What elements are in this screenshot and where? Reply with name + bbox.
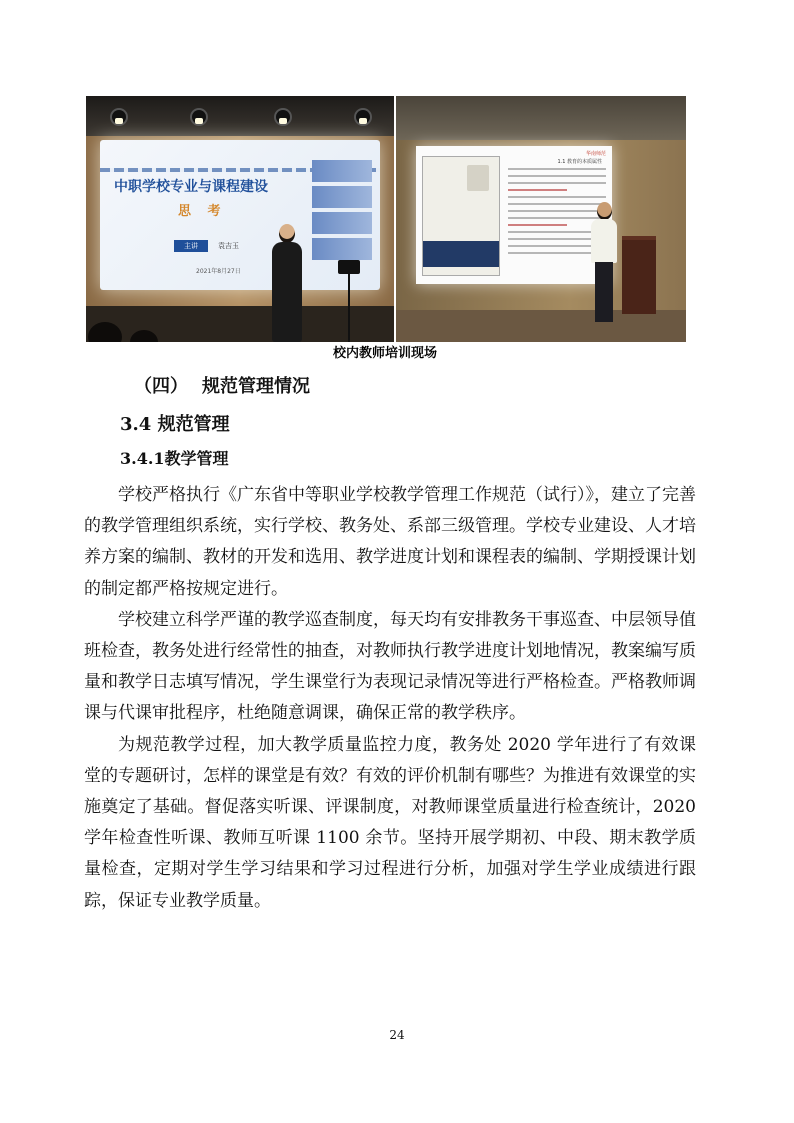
- podium: [622, 236, 656, 314]
- slide-brand: 华南师范: [585, 151, 606, 157]
- book-band: [423, 241, 499, 267]
- ceiling-light-icon: [112, 110, 126, 124]
- subsection-title: 规范管理: [157, 414, 230, 435]
- ceiling: [396, 96, 686, 140]
- body-text: [84, 480, 696, 917]
- section-title: 规范管理情况: [202, 376, 310, 397]
- ceiling: [86, 96, 394, 136]
- slide-heading: 1.1 教育的本质属性: [557, 159, 602, 165]
- slide-title: 中职学校专业与课程建设: [114, 179, 268, 195]
- subsubsection-heading: [120, 446, 229, 469]
- figure-caption: 校内教师培训现场: [332, 346, 437, 361]
- ceiling-light-icon: [276, 110, 290, 124]
- paragraph: 学校建立科学严谨的教学巡查制度，每天均有安排教务干事巡查、中层领导值班检查，教务处进行经常性的抽查，对教师执行教学进度计划地情况，教案编写质量和教学日志填写情况，学生课堂行为表现记录情况等进行严格检查。严格教师调课与代课审批程序，杜绝随意调课，确保正常的教学秩序。: [84, 609, 696, 724]
- slide-speaker-tag: 主讲: [174, 240, 208, 252]
- slide-subtitle: 思 考: [178, 204, 227, 219]
- tripod: [348, 274, 350, 342]
- slide-book-cover: [422, 156, 500, 276]
- section-number: （四）: [134, 376, 188, 397]
- portrait-image: [467, 165, 489, 191]
- slide-speaker-name: 袁吉玉: [218, 242, 239, 250]
- photo-row: [86, 96, 686, 342]
- ceiling-light-icon: [356, 110, 370, 124]
- paragraph: 为规范教学过程，加大教学质量监控力度，教务处 2020 学年进行了有效课堂的专题研讨，怎样的课堂是有效？有效的评价机制有哪些？为推进有效课堂的实施奠定了基础。督促落实听课、评课制度，对教师课堂质量进行检查统计，2020 学年检查性听课、教师互听课 1100 余节。坚持开展学期初、中段、期末教学质量检查，定期对学生学习结果和学习过程进行分析，加强对学生学业成绩进行跟踪，保证专业教学质量。: [84, 734, 696, 911]
- subsubsection-number: 3.4.1: [120, 449, 165, 468]
- subsection-number: 3.4: [120, 414, 152, 435]
- speaker-figure: [270, 224, 304, 342]
- ceiling-light-icon: [192, 110, 206, 124]
- paragraph: 学校严格执行《广东省中等职业学校教学管理工作规范（试行）》，建立了完善的教学管理组织系统，实行学校、教务处、系部三级管理。学校专业建设、人才培养方案的编制、教材的开发和选用、教学进度计划和课程表的编制、学期授课计划的制定都严格按规定进行。: [84, 485, 696, 599]
- speaker-figure: [590, 202, 618, 322]
- stage-floor: [396, 310, 686, 342]
- slide-date: 2021年8月27日: [196, 268, 241, 275]
- camera-icon: [338, 260, 360, 274]
- projection-screen: [416, 146, 612, 284]
- subsection-heading: [120, 410, 230, 436]
- section-heading: [134, 372, 310, 398]
- subsubsection-title: 教学管理: [164, 449, 229, 468]
- training-photo-left: [86, 96, 394, 342]
- training-photo-right: [396, 96, 686, 342]
- page-number: 24: [389, 1028, 405, 1042]
